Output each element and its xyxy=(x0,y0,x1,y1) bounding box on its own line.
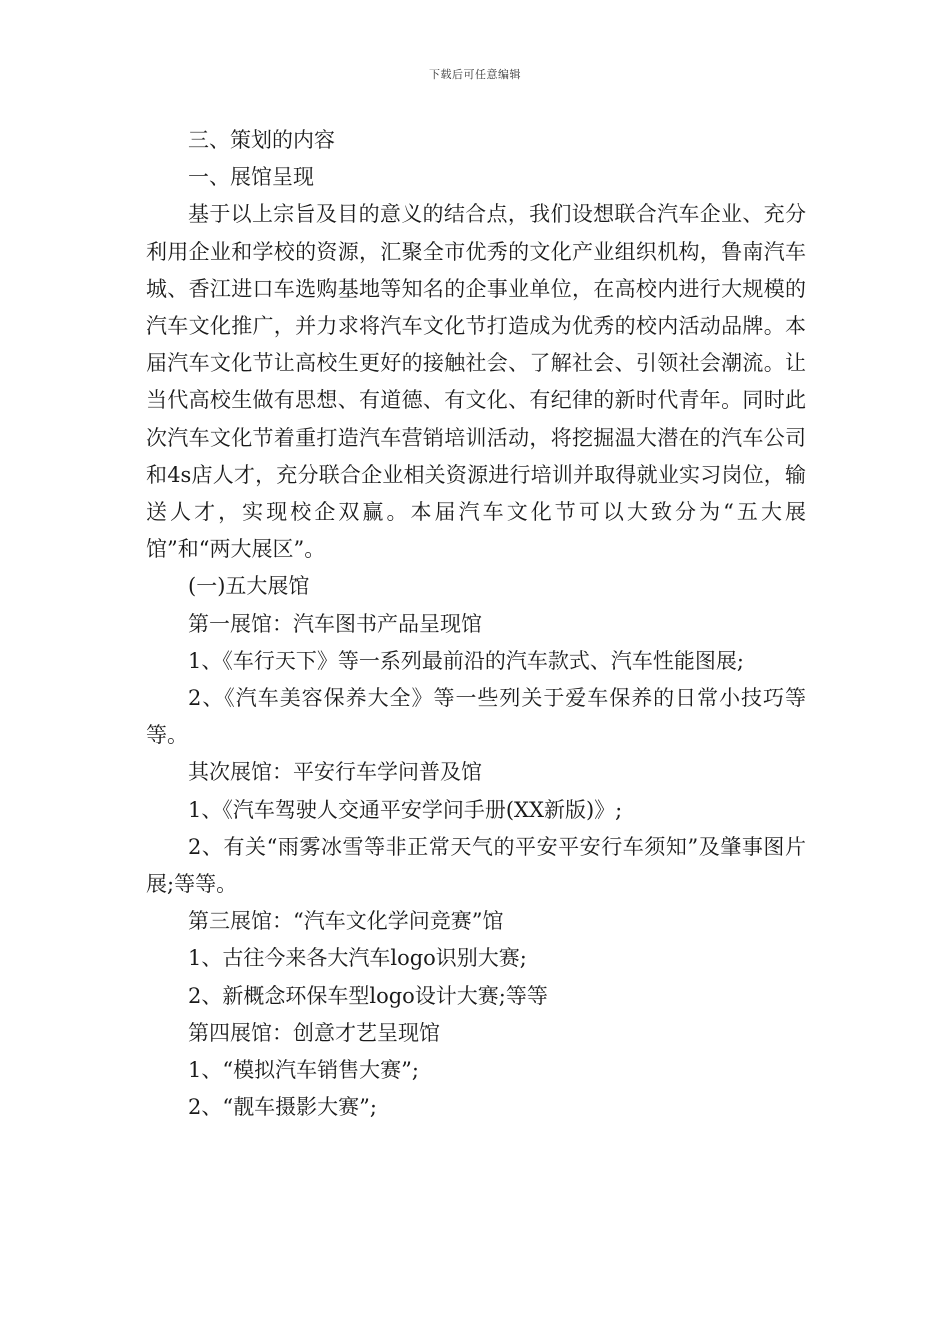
subsection-title: 一、展馆呈现 xyxy=(188,165,314,190)
hall3-item1: 1、古往今来各大汽车logo识别大赛; xyxy=(188,946,527,971)
hall3-title: 第三展馆：“汽车文化学问竞赛”馆 xyxy=(188,909,504,934)
section-title: 三、策划的内容 xyxy=(188,128,335,152)
intro-paragraph: 基于以上宗旨及目的意义的结合点，我们设想联合汽车企业、充分利用企业和学校的资源，汇聚全市优秀的文化产业组织机构，鲁南汽车城、香江进口车选购基地等知名的企事业单位，在高校内进行大规模的汽车文化推广，并力求将汽车文化节打造成为优秀的校内活动品牌。本届汽车文化节让高校生更好的接触社会、了解社会、引领社会潮流。让当代高校生做有思想、有道德、有文化、有纪律的新时代青年。同时此次汽车文化节着重打造汽车营销培训活动，将挖掘温大潜在的汽车公司和4s店人才，充分联合企业相关资源进行培训并取得就业实习岗位，输送人才，实现校企双赢。本届汽车文化节可以大致分为“五大展馆”和“两大展区”。 xyxy=(146,202,806,562)
hall2-item1: 1、《汽车驾驶人交通平安学问手册(XX新版)》; xyxy=(188,797,623,822)
hall2-item2: 2、有关“雨雾冰雪等非正常天气的平安平安行车须知”及肇事图片展;等等。 xyxy=(146,834,806,897)
hall4-item1: 1、“模拟汽车销售大赛”; xyxy=(188,1058,419,1083)
hall3-item2: 2、新概念环保车型logo设计大赛;等等 xyxy=(188,983,548,1008)
hall2-title: 其次展馆：平安行车学问普及馆 xyxy=(188,760,482,785)
hall1-item2: 2、《汽车美容保养大全》等一些列关于爱车保养的日常小技巧等等。 xyxy=(146,686,806,748)
hall4-title: 第四展馆：创意才艺呈现馆 xyxy=(188,1020,440,1045)
hall4-item2: 2、“靓车摄影大赛”; xyxy=(188,1095,377,1120)
hall1-item1: 1、《车行天下》等一系列最前沿的汽车款式、汽车性能图展; xyxy=(188,648,744,673)
document-body xyxy=(146,122,806,1126)
hall1-title: 第一展馆：汽车图书产品呈现馆 xyxy=(188,611,482,636)
page-header: 下载后可任意编辑 xyxy=(429,68,521,81)
five-halls-title: (一)五大展馆 xyxy=(188,574,310,599)
